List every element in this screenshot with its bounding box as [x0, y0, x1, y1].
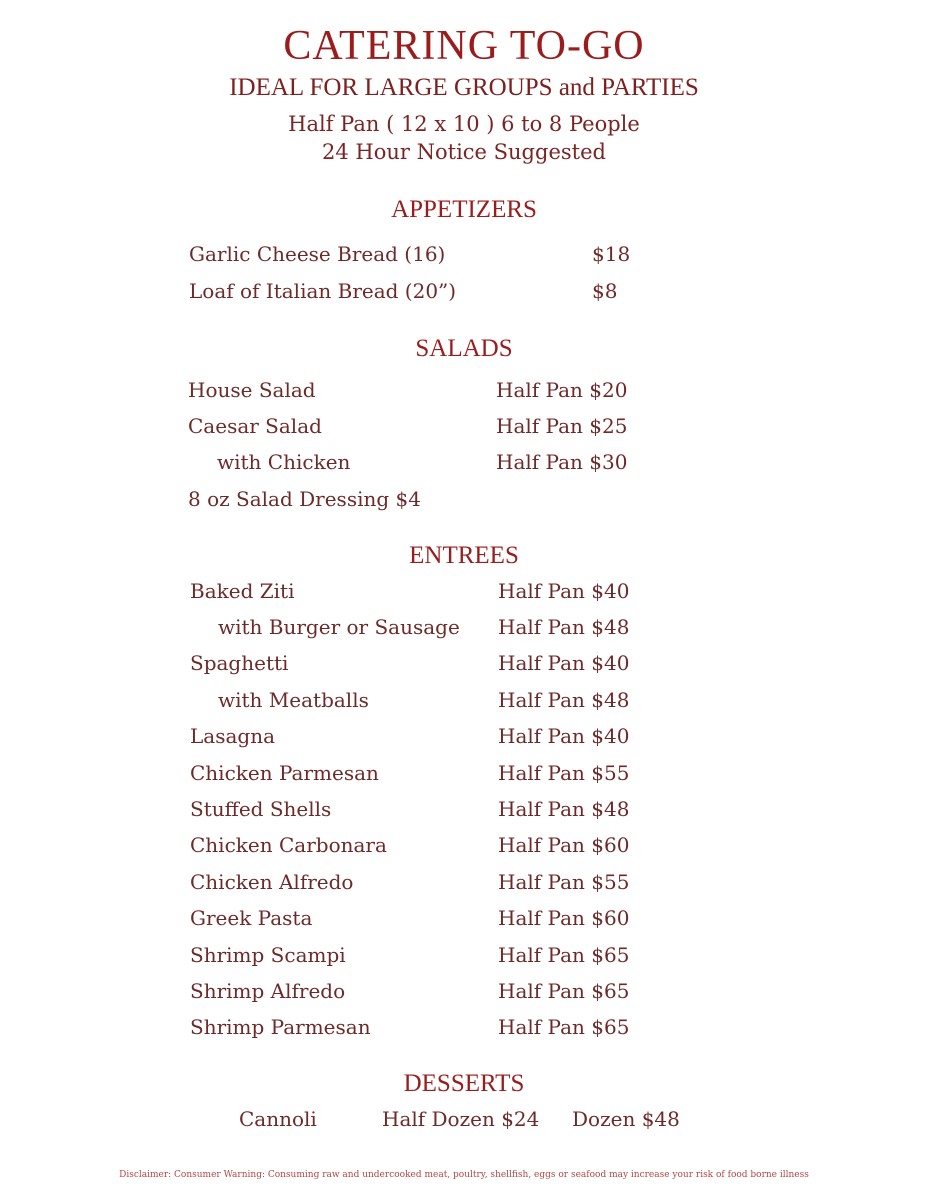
entree-item-name: Spaghetti [190, 651, 289, 675]
salad-item-name: House Salad [188, 378, 316, 402]
entree-item-price: Half Pan $40 [498, 724, 630, 748]
appetizer-item-price: $18 [592, 242, 631, 266]
entree-item-price: Half Pan $40 [498, 579, 630, 603]
dessert-half-dozen-price: Half Dozen $24 [382, 1107, 540, 1131]
entree-item-name: with Meatballs [218, 688, 369, 712]
entree-item-price: Half Pan $48 [498, 615, 630, 639]
appetizer-item-price: $8 [592, 279, 618, 303]
menu-subtitle: IDEAL FOR LARGE GROUPS and PARTIES [229, 74, 699, 101]
salad-item-price: Half Pan $30 [496, 450, 628, 474]
entree-item-name: Shrimp Parmesan [190, 1015, 371, 1039]
disclaimer-text: Disclaimer: Consumer Warning: Consuming raw and undercooked meat, poultry, shellfish, eggs or seafood may increase your risk of food borne illness [119, 1170, 809, 1180]
entree-item-name: Shrimp Scampi [190, 943, 346, 967]
entree-item-name: Stuffed Shells [190, 797, 332, 821]
entree-item-price: Half Pan $55 [498, 761, 630, 785]
dessert-dozen-price: Dozen $48 [572, 1107, 680, 1131]
salad-item-name: with Chicken [217, 450, 351, 474]
entree-item-name: Baked Ziti [190, 579, 295, 603]
entree-item-price: Half Pan $48 [498, 797, 630, 821]
entree-item-name: Lasagna [190, 724, 275, 748]
entree-item-name: Greek Pasta [190, 906, 313, 930]
entree-item-price: Half Pan $55 [498, 870, 630, 894]
entree-item-price: Half Pan $48 [498, 688, 630, 712]
salad-item-price: Half Pan $20 [496, 378, 628, 402]
salad-dressing: 8 oz Salad Dressing $4 [188, 487, 421, 511]
notice-info: 24 Hour Notice Suggested [322, 140, 606, 164]
appetizer-item-name: Garlic Cheese Bread (16) [189, 242, 446, 266]
menu-title: CATERING TO-GO [283, 23, 645, 69]
entree-item-price: Half Pan $65 [498, 1015, 630, 1039]
entree-item-price: Half Pan $60 [498, 833, 630, 857]
entree-item-name: Chicken Parmesan [190, 761, 379, 785]
entree-item-price: Half Pan $65 [498, 943, 630, 967]
entree-item-name: Chicken Alfredo [190, 870, 354, 894]
salad-item-price: Half Pan $25 [496, 414, 628, 438]
entree-item-name: with Burger or Sausage [218, 615, 460, 639]
entree-item-name: Chicken Carbonara [190, 833, 387, 857]
desserts-heading: DESSERTS [403, 1070, 525, 1097]
dessert-item-name: Cannoli [239, 1107, 317, 1131]
pan-size-info: Half Pan ( 12 x 10 ) 6 to 8 People [288, 112, 640, 136]
entree-item-price: Half Pan $65 [498, 979, 630, 1003]
entree-item-price: Half Pan $40 [498, 651, 630, 675]
appetizers-heading: APPETIZERS [391, 196, 537, 223]
entree-item-name: Shrimp Alfredo [190, 979, 346, 1003]
salads-heading: SALADS [415, 335, 513, 362]
salad-item-name: Caesar Salad [188, 414, 322, 438]
entrees-heading: ENTREES [409, 542, 519, 569]
appetizer-item-name: Loaf of Italian Bread (20”) [189, 279, 457, 303]
entree-item-price: Half Pan $60 [498, 906, 630, 930]
